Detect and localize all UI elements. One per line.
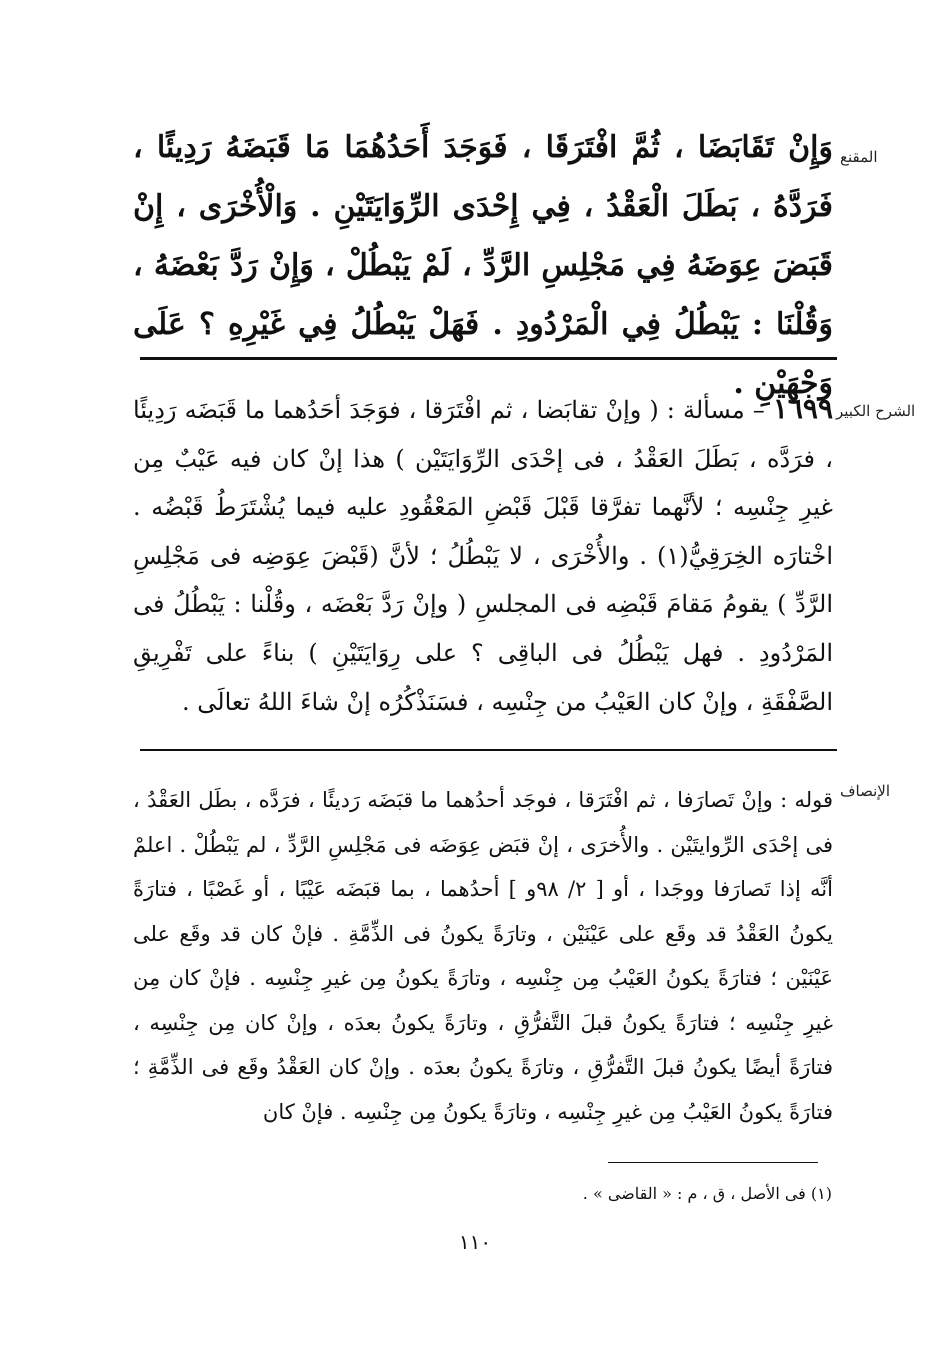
- muqni-text: وَإِنْ تَقَابَضَا ، ثُمَّ افْتَرَقَا ، فَوَجَدَ أَحَدُهُمَا مَا قَبَضَهُ رَدِيئًا ، فَرَدَّهُ ، بَطَلَ الْعَقْدُ ، فِي إِحْدَى الرِّوَايَتَيْنِ . وَالْأُخْرَى ، إِنْ قَبَضَ عِوَضَهُ فِي مَجْلِسِ الرَّدِّ ، لَمْ يَبْطُلْ ، وَإِنْ رَدَّ بَعْضَهُ ، وَقُلْنَا : يَبْطُلُ فِي الْمَرْدُودِ . فَهَلْ يَبْطُلُ فِي غَيْرِهِ ؟ عَلَى وَجْهَيْنِ .: [133, 130, 833, 401]
- label-sharh: الشرح الكبير: [836, 402, 916, 420]
- footnote-divider: [608, 1162, 818, 1163]
- section-divider-thick: [140, 357, 837, 360]
- label-muqni: المقنع: [840, 148, 878, 166]
- page-number: ١١٠: [458, 1230, 492, 1254]
- section-divider-thin: [140, 749, 837, 751]
- issue-number: ١٦٩٩: [772, 392, 833, 425]
- sharh-paragraph: [133, 385, 833, 726]
- sharh-section: [133, 385, 833, 726]
- insaf-section: [133, 778, 833, 1134]
- sharh-text: – مسألة : ( وإنْ تقابَضا ، ثم افْتَرَقا ، فوَجَدَ أحَدُهما ما قَبَضَه رَدِيئًا ، فرَدَّه ، بَطَلَ العَقْدُ ، فى إحْدَى الرِّوَايَتَيْن ) هذا إنْ كان فيه عَيْبٌ مِن غيرِ جِنْسِه ؛ لأنَّهما تفرَّقا قَبْلَ قَبْضِ المَعْقُودِ عليه فيما يُشْتَرَطُ قَبْضُه . اخْتارَه الخِرَقِيُّ(١) . والأُخْرَى ، لا يَبْطُلُ ؛ لأنَّ (قَبْضَ عِوَضِه فى مَجْلِسِ الرَّدِّ ) يقومُ مَقامَ قَبْضِه فى المجلسِ ( وإنْ رَدَّ بَعْضَه ، وقُلْنا : يَبْطُلُ فى المَرْدُودِ . فهل يَبْطُلُ فى الباقِى ؟ على رِوَايَتَيْنِ ) بناءً على تَفْرِيقِ الصَّفْقَةِ ، وإنْ كان العَيْبُ من جِنْسِه ، فسَنَذْكُرُه إنْ شاءَ اللهُ تعالَى .: [133, 396, 833, 716]
- muqni-section: [133, 118, 833, 413]
- label-insaf: الإنصاف: [840, 782, 891, 800]
- insaf-text: قوله : وإنْ تَصارَفا ، ثم افْتَرَقا ، فوجَد أحدُهما ما قبَضَه رَديئًا ، فرَدَّه ، بطَل العَقْدُ ، فى إحْدَى الرِّوايتَيْن . والأُخرَى ، إنْ قبَض عِوَضَه فى مَجْلِسِ الرَّدِّ ، لم يَبْطُلْ . اعلمْ أنَّه إذا تَصارَفا ووجَدا ، أو [ ٢/ ٩٨و ] أحدُهما ، بما قبَضَه عَيْبًا ، أو غَصْبًا ، فتارَةً يكونُ العَقْدُ قد وقَع على عَيْنَيْن ، وتارَةً يكونُ فى الذِّمَّةِ . فإنْ كان قد وقَع على عَيْنَيْن ؛ فتارَةً يكونُ العَيْبُ مِن جِنْسِه ، وتارَةً يكونُ مِن غيرِ جِنْسِه . فإنْ كان مِن غيرِ جِنْسِه ؛ فتارَةً يكونُ قبلَ التَّفرُّقِ ، وتارَةً يكونُ بعدَه ، وإنْ كان مِن جِنْسِه ، فتارَةً أيضًا يكونُ قبلَ التَّفرُّقِ ، وتارَةً يكونُ بعدَه . وإنْ كان العَقْدُ وقَع فى الذِّمَّةِ ؛ فتارَةً يكونُ العَيْبُ مِن غيرِ جِنْسِه ، وتارَةً يكونُ مِن جِنْسِه . فإنْ كان: [133, 788, 833, 1124]
- footnote: (١) فى الأصل ، ق ، م : « القاضى » .: [582, 1184, 832, 1203]
